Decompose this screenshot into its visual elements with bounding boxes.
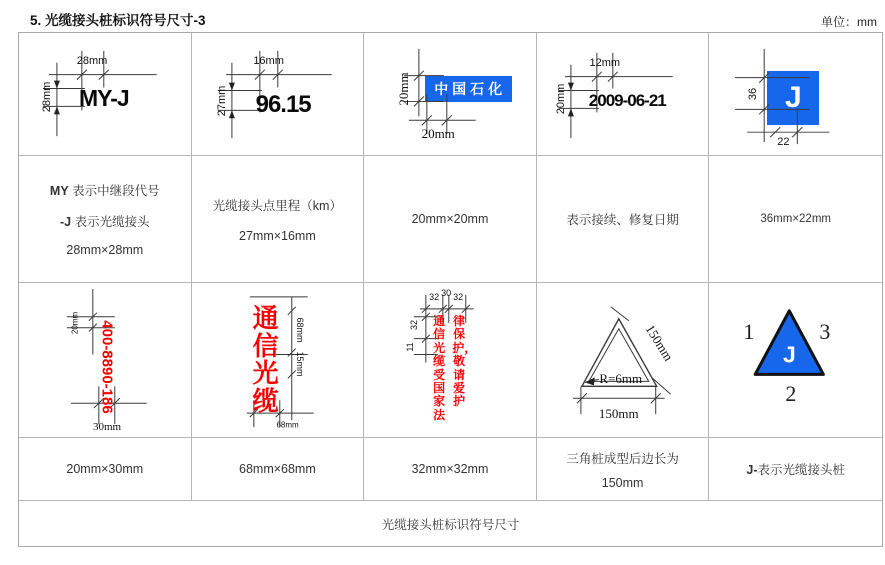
law-text-column-1: 通信光缆受国家法 (433, 314, 446, 422)
dim-top-label: 12mm (589, 57, 621, 69)
diagram-date (537, 33, 710, 156)
side-number-3: 3 (819, 319, 831, 344)
caption-prefix: J- (746, 463, 758, 477)
dim-bottom-label: 20mm (421, 126, 455, 141)
caption-square-size (709, 156, 882, 283)
dim-left-label-2: 11 (405, 342, 416, 352)
hotline-number: 400-8890-186 (98, 320, 116, 414)
spec-table (18, 32, 883, 547)
side-number-2: 2 (785, 381, 797, 406)
radius-label: R=6mm (599, 371, 643, 386)
dimension-lines (364, 283, 536, 437)
caption-prefix: -J (59, 215, 72, 229)
dim-top-label: 28mm (76, 55, 108, 67)
marker-code-label: MY-J (79, 85, 129, 111)
j-square: J (767, 71, 819, 125)
caption-size: 150mm (601, 475, 644, 490)
dim-left-label: 27mm (215, 85, 228, 117)
caption-text: 表示接续、修复日期 (566, 213, 679, 227)
footer-text: 光缆接头桩标识符号尺寸 (381, 517, 520, 532)
caption-size: 28mm×28mm (66, 243, 144, 257)
caption-text: 表示光缆接头桩 (757, 463, 846, 477)
caption-text: 表示光缆接头 (71, 215, 150, 229)
dimension-lines (709, 33, 882, 155)
caption-size: 36mm×22mm (760, 213, 831, 225)
caption-size: 20mm×20mm (411, 212, 489, 226)
dim-side-label: 150mm (642, 321, 677, 364)
caption-text: 三角桩成型后边长为 (566, 451, 679, 466)
caption-banner-size (364, 156, 537, 283)
dim-left-label: 20mm (554, 83, 567, 115)
caption-j-meaning (709, 438, 882, 501)
dim-right-label-1: 68mm (294, 317, 305, 343)
diagram-mileage (192, 33, 365, 156)
law-text-column-2: 律保护，敬请爱护 (452, 314, 477, 409)
caption-text: 表示中继段代号 (68, 184, 160, 198)
date-label: 2009-06-21 (588, 91, 666, 110)
caption-my-j (19, 156, 192, 283)
dim-top-label: 16mm (253, 55, 284, 67)
comm-cable-text: 通信光缆 (252, 303, 279, 416)
j-triangle-letter: J (782, 341, 796, 368)
dim-left-label-1: 32 (409, 319, 420, 331)
dim-left-label: 20mm (396, 72, 412, 106)
diagram-hotline (19, 283, 192, 438)
dim-top-label-1: 32 (429, 292, 440, 302)
dim-top-label-3: 32 (453, 292, 464, 302)
diagram-j-triangle (709, 283, 882, 438)
caption-size: 32mm×32mm (411, 462, 489, 476)
diagram-j-square (709, 33, 882, 156)
dim-bottom-label: 68mm (276, 420, 299, 430)
caption-comm-cable-size (192, 438, 365, 501)
sinopec-banner: 中国石化 (425, 76, 512, 102)
diagram-triangle-outline (537, 283, 710, 438)
diagram-law-protect (364, 283, 537, 438)
unit-label: 单位：mm (821, 15, 877, 29)
caption-size: 20mm×30mm (66, 462, 144, 476)
dim-left-label: 28mm (41, 81, 53, 113)
caption-mileage (192, 156, 365, 283)
dim-bottom-label: 30mm (92, 421, 122, 433)
caption-text: 光缆接头点里程（km） (212, 198, 342, 213)
caption-triangle (537, 438, 710, 501)
dim-top-label-2: 30 (441, 288, 452, 298)
caption-size: 68mm×68mm (239, 462, 316, 476)
diagram-my-j (19, 33, 192, 156)
table-footer (19, 501, 882, 546)
dim-bottom-label: 22 (777, 136, 790, 148)
mileage-label: 96.15 (255, 91, 311, 118)
caption-hotline-size (19, 438, 192, 501)
dim-bottom-label: 150mm (598, 406, 639, 421)
side-number-1: 1 (743, 319, 755, 344)
dim-top-label: 20mm (70, 311, 80, 335)
diagram-sinopec-banner (364, 33, 537, 156)
caption-prefix: MY (49, 184, 69, 198)
caption-date (537, 156, 710, 283)
page-title: 5. 光缆接头桩标识符号尺寸-3 (30, 13, 206, 28)
caption-size: 27mm×16mm (239, 228, 316, 243)
diagram-comm-cable (192, 283, 365, 438)
dim-right-label-2: 15mm (294, 351, 305, 377)
dim-left-label: 36 (747, 87, 760, 101)
caption-law-size (364, 438, 537, 501)
